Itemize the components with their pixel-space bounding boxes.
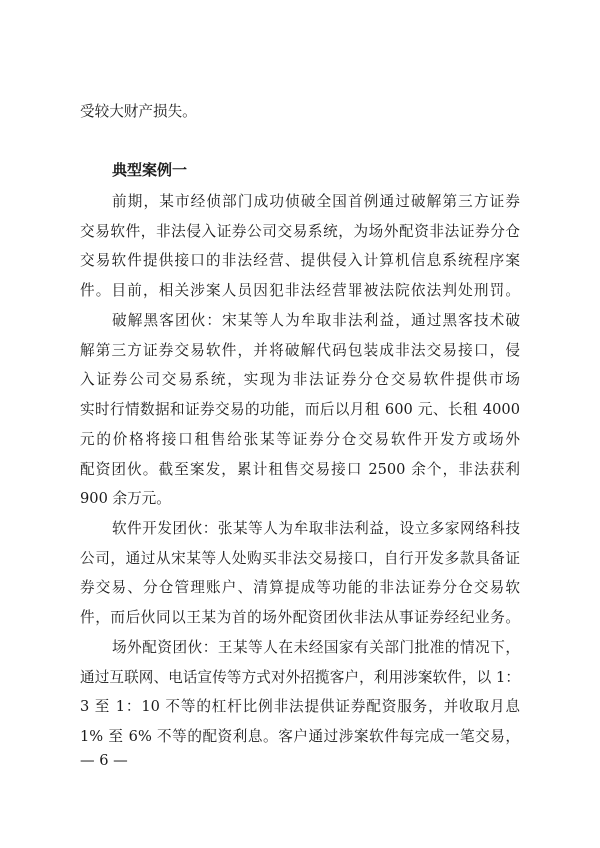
paragraph-line: 通过互联网、电话宣传等方式对外招揽客户，利用涉案软件，以 1： xyxy=(80,669,520,686)
paragraph-line: 公司，通过从宋某等人处购买非法交易接口，自行开发多款具备证 xyxy=(80,550,520,567)
paragraph-line: 前期，某市经侦部门成功侦破全国首例通过破解第三方证券 xyxy=(112,193,520,210)
paragraph-line: 实时行情数据和证券交易的功能，而后以月租 600 元、长租 4000 xyxy=(80,401,520,418)
intro-line: 受较大财产损失。 xyxy=(80,103,197,120)
paragraph-line: 交易软件提供接口的非法经营、提供侵入计算机信息系统程序案 xyxy=(80,252,520,269)
paragraph-line: 3 至 1：10 不等的杠杆比例非法提供证券配资服务，并收取月息 xyxy=(80,698,520,715)
paragraph-line: 场外配资团伙：王某等人在未经国家有关部门批准的情况下， xyxy=(112,639,520,656)
paragraph-line: 配资团伙。截至案发，累计租售交易接口 2500 余个，非法获利 xyxy=(80,461,520,478)
paragraph-line: 交易软件，非法侵入证券公司交易系统，为场外配资非法证券分仓 xyxy=(80,223,520,240)
paragraph-line: 入证券公司交易系统，实现为非法证券分仓交易软件提供市场 xyxy=(80,371,520,388)
paragraph-line: 破解黑客团伙：宋某等人为牟取非法利益，通过黑客技术破 xyxy=(112,312,520,329)
paragraph-line: 券交易、分仓管理账户、清算提成等功能的非法证券分仓交易软 xyxy=(80,579,520,596)
paragraph-line: 软件开发团伙：张某等人为牟取非法利益，设立多家网络科技 xyxy=(112,520,520,537)
paragraph-line: 1% 至 6% 不等的配资利息。客户通过涉案软件每完成一笔交易， xyxy=(80,728,520,745)
paragraph-line: 件，而后伙同以王某为首的场外配资团伙非法从事证券经纪业务。 xyxy=(80,609,520,626)
paragraph-line: 解第三方证券交易软件，并将破解代码包装成非法交易接口，侵 xyxy=(80,342,520,359)
paragraph-line: 900 余万元。 xyxy=(80,490,171,507)
paragraph-line: 元的价格将接口租售给张某等证券分仓交易软件开发方或场外 xyxy=(80,431,520,448)
paragraph-line: 件。目前，相关涉案人员因犯非法经营罪被法院依法判处刑罚。 xyxy=(80,282,520,299)
page-number: — 6 — xyxy=(80,752,128,769)
case-heading: 典型案例一 xyxy=(112,161,188,179)
